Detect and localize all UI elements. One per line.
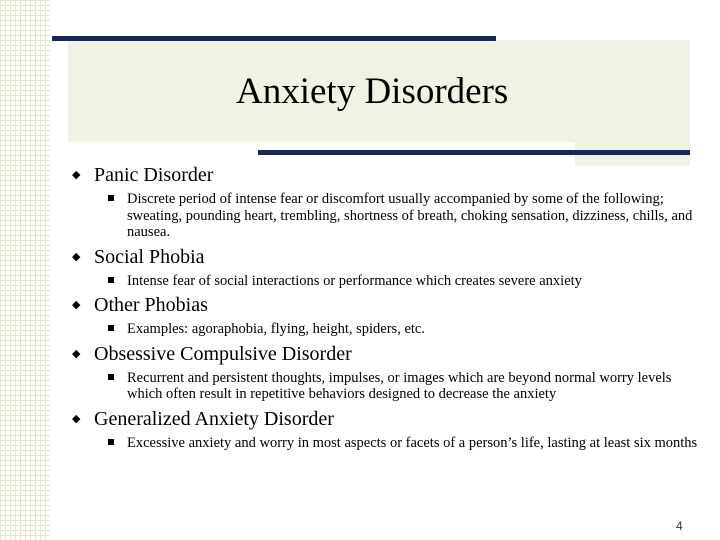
list-item (70, 343, 700, 403)
square-bullet-icon (108, 439, 114, 445)
item-heading: Social Phobia (94, 245, 205, 268)
page-number: 4 (676, 519, 683, 533)
diamond-bullet-icon: ◆ (72, 412, 81, 425)
square-bullet-icon (108, 325, 114, 331)
bullet-list (70, 164, 700, 451)
bottom-accent-bar (258, 150, 690, 155)
item-detail: Excessive anxiety and worry in most aspects or facets of a person’s life, lasting at least six months (127, 434, 698, 451)
item-detail: Recurrent and persistent thoughts, impulses, or images which are beyond normal worry levels which often result in repetitive behaviors designed to decrease the anxiety (127, 369, 672, 402)
list-item (70, 294, 700, 338)
diamond-bullet-icon: ◆ (72, 299, 81, 311)
item-heading: Panic Disorder (94, 164, 214, 186)
top-accent-bar (52, 36, 496, 41)
diamond-bullet-icon: ◆ (72, 250, 81, 263)
diamond-bullet-icon: ◆ (72, 169, 81, 181)
list-item (70, 164, 700, 241)
item-detail: Examples: agoraphobia, flying, height, spiders, etc. (127, 321, 425, 337)
slide-title: Anxiety Disorders (236, 71, 509, 112)
item-heading: Other Phobias (94, 294, 208, 316)
item-detail: Intense fear of social interactions or performance which creates severe anxiety (127, 272, 582, 289)
decorative-grid-strip (0, 0, 50, 540)
square-bullet-icon (108, 277, 114, 283)
square-bullet-icon (108, 195, 114, 201)
item-detail: Discrete period of intense fear or discomfort usually accompanied by some of the following; sweating, pounding heart, trembling, shortness of breath, choking sensation, dizziness, chills, and nausea. (127, 191, 693, 240)
item-heading: Obsessive Compulsive Disorder (94, 342, 352, 365)
square-bullet-icon (108, 374, 114, 380)
diamond-bullet-icon: ◆ (72, 347, 81, 360)
list-item (70, 408, 700, 452)
item-heading: Generalized Anxiety Disorder (94, 407, 334, 430)
list-item (70, 246, 700, 290)
